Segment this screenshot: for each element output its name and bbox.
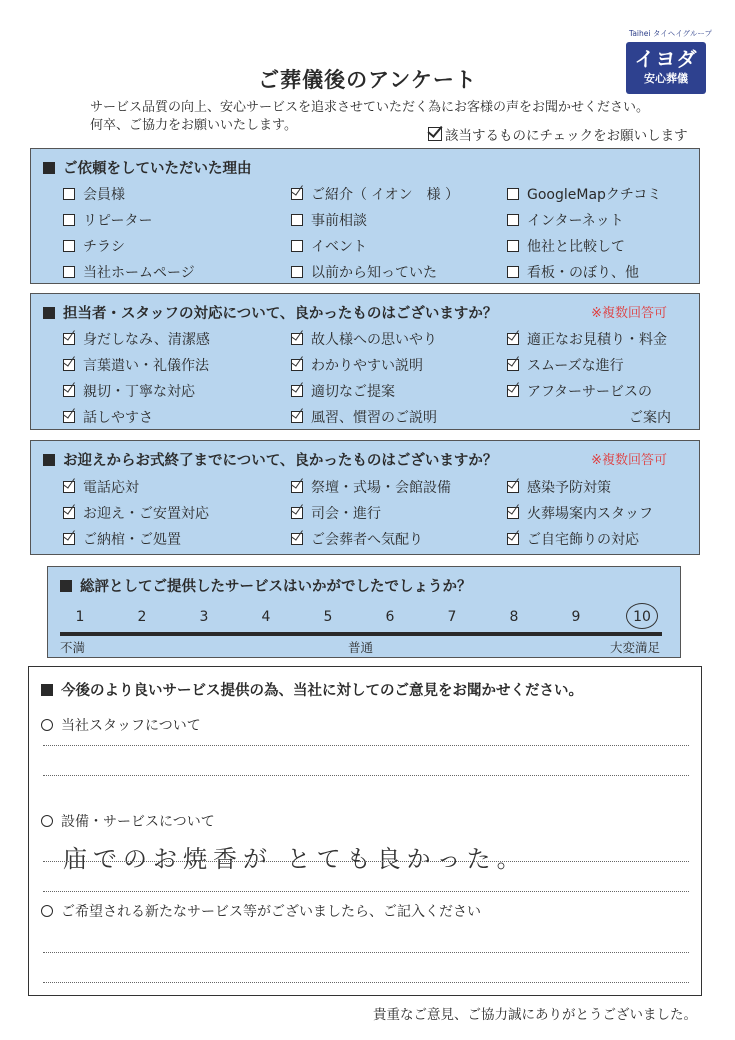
- checkbox[interactable]: [63, 385, 75, 397]
- logo-top-text: Taihei タイヘイグループ: [629, 29, 712, 38]
- intro-line-2: 何卒、ご協力をお願いいたします。: [90, 118, 297, 133]
- checkbox[interactable]: [291, 214, 303, 226]
- question-new-services: ご希望される新たなサービス等がございましたら、ご記入ください: [41, 901, 481, 921]
- checkbox[interactable]: [291, 188, 303, 200]
- option-phone[interactable]: 電話応対: [63, 477, 139, 497]
- section-ceremony: [30, 440, 700, 555]
- option-appearance[interactable]: 身だしなみ、清潔感: [63, 329, 210, 349]
- checkbox[interactable]: [507, 481, 519, 493]
- square-bullet-icon: [60, 580, 72, 592]
- option-after-service[interactable]: アフターサービスの: [507, 381, 652, 401]
- checkbox[interactable]: [63, 533, 75, 545]
- square-bullet-icon: [41, 684, 53, 696]
- checkbox[interactable]: [507, 240, 519, 252]
- option-home-decoration[interactable]: ご自宅飾りの対応: [507, 529, 639, 549]
- checkbox[interactable]: [63, 266, 75, 278]
- answer-line[interactable]: [43, 745, 689, 746]
- option-homepage[interactable]: 当社ホームページ: [63, 262, 195, 282]
- checkbox[interactable]: [291, 481, 303, 493]
- scale-line: [60, 632, 662, 636]
- option-internet[interactable]: インターネット: [507, 210, 624, 230]
- intro-line-1: サービス品質の向上、安心サービスを追求させていただく為にお客様の声をお聞かせください。: [90, 100, 650, 115]
- checkbox[interactable]: [63, 411, 75, 423]
- square-bullet-icon: [43, 454, 55, 466]
- square-bullet-icon: [43, 162, 55, 174]
- rating-1[interactable]: 1: [75, 609, 85, 625]
- question-facilities: 設備・サービスについて: [41, 811, 215, 831]
- scale-mid-label: 普通: [348, 640, 374, 655]
- checkbox[interactable]: [291, 359, 303, 371]
- answer-line[interactable]: [43, 861, 689, 862]
- rating-10[interactable]: 10: [633, 609, 651, 625]
- scale-low-label: 不満: [60, 640, 86, 655]
- multiple-answers-note: ※複数回答可: [591, 453, 667, 468]
- answer-line[interactable]: [43, 982, 689, 983]
- handwritten-referrer: イオン: [371, 187, 413, 203]
- checkbox[interactable]: [507, 188, 519, 200]
- check-note-text: 該当するものにチェックをお願いします: [445, 128, 688, 144]
- option-crematorium-staff[interactable]: 火葬場案内スタッフ: [507, 503, 653, 523]
- checkbox[interactable]: [291, 533, 303, 545]
- checkbox[interactable]: [507, 507, 519, 519]
- option-kindness[interactable]: 親切・丁寧な対応: [63, 381, 195, 401]
- section-title: お迎えからお式終了までについて、良かったものはございますか？: [43, 449, 497, 470]
- option-pickup[interactable]: お迎え・ご安置対応: [63, 503, 209, 523]
- handwritten-answer: 庙でのお焼香が とても良かった。: [63, 845, 527, 873]
- option-compassion[interactable]: 故人様への思いやり: [291, 329, 437, 349]
- option-proposals[interactable]: 適切なご提案: [291, 381, 395, 401]
- section-staff-response: [30, 293, 700, 430]
- square-bullet-icon: [43, 307, 55, 319]
- option-clear-explanation[interactable]: わかりやすい説明: [291, 355, 423, 375]
- section-comments: [28, 666, 702, 996]
- option-manners[interactable]: 言葉遣い・礼儀作法: [63, 355, 209, 375]
- section-title: 総評としてご提供したサービスはいかがでしたでしょうか？: [60, 575, 472, 596]
- checkbox[interactable]: [63, 507, 75, 519]
- checkbox[interactable]: [507, 533, 519, 545]
- checkbox[interactable]: [291, 507, 303, 519]
- rating-3[interactable]: 3: [199, 609, 209, 625]
- option-mc[interactable]: 司会・進行: [291, 503, 381, 523]
- option-pre-consultation[interactable]: 事前相談: [291, 210, 367, 230]
- logo-sub: 安心葬儀: [644, 72, 688, 85]
- checkbox[interactable]: [291, 240, 303, 252]
- section-title: 担当者・スタッフの対応について、良かったものはございますか？: [43, 302, 497, 323]
- rating-2[interactable]: 2: [137, 609, 147, 625]
- option-encoffin[interactable]: ご納棺・ご処置: [63, 529, 181, 549]
- circle-bullet-icon: [41, 815, 53, 827]
- checkbox[interactable]: [507, 385, 519, 397]
- option-known-before[interactable]: 以前から知っていた: [291, 262, 437, 282]
- section-title: ご依頼をしていただいた理由: [43, 157, 252, 178]
- option-repeater[interactable]: リピーター: [63, 210, 152, 230]
- thanks-message: 貴重なご意見、ご協力誠にありがとうございました。: [373, 1007, 697, 1023]
- answer-line[interactable]: [43, 891, 689, 892]
- checkbox[interactable]: [291, 333, 303, 345]
- checkbox[interactable]: [63, 214, 75, 226]
- option-referral[interactable]: ご紹介（ イオン 様 ）: [291, 184, 459, 204]
- checkbox[interactable]: [291, 411, 303, 423]
- rating-scale: [48, 605, 682, 655]
- logo-brand: イヨダ: [634, 47, 698, 71]
- checkmark-icon: [428, 127, 442, 141]
- checkbox[interactable]: [507, 359, 519, 371]
- multiple-answers-note: ※複数回答可: [591, 306, 667, 321]
- rating-9[interactable]: 9: [571, 609, 581, 625]
- check-note: [428, 124, 688, 144]
- checkbox[interactable]: [63, 481, 75, 493]
- checkbox[interactable]: [507, 214, 519, 226]
- checkbox[interactable]: [291, 266, 303, 278]
- option-altar[interactable]: 祭壇・式場・会館設備: [291, 477, 451, 497]
- option-flyer[interactable]: チラシ: [63, 236, 125, 256]
- option-mourners[interactable]: ご会葬者へ気配り: [291, 529, 423, 549]
- rating-8[interactable]: 8: [509, 609, 519, 625]
- answer-line[interactable]: [43, 775, 689, 776]
- answer-line[interactable]: [43, 952, 689, 953]
- section-request-reason: [30, 148, 700, 284]
- option-easy-talk[interactable]: 話しやすさ: [63, 407, 153, 427]
- circle-bullet-icon: [41, 719, 53, 731]
- checkbox[interactable]: [507, 333, 519, 345]
- option-smooth-progress[interactable]: スムーズな進行: [507, 355, 624, 375]
- checkbox[interactable]: [63, 188, 75, 200]
- checkbox[interactable]: [63, 359, 75, 371]
- option-after-service-cont: ご案内: [629, 410, 671, 426]
- option-member[interactable]: 会員様: [63, 184, 125, 204]
- option-fair-estimate[interactable]: 適正なお見積り・料金: [507, 329, 667, 349]
- rating-4[interactable]: 4: [261, 609, 271, 625]
- checkbox[interactable]: [63, 333, 75, 345]
- option-infection[interactable]: 感染予防対策: [507, 477, 611, 497]
- option-compared[interactable]: 他社と比較して: [507, 236, 625, 256]
- page-title: ご葬儀後のアンケート: [258, 68, 477, 92]
- section-title: 今後のより良いサービス提供の為、当社に対してのご意見をお聞かせください。: [41, 679, 583, 700]
- rating-5[interactable]: 5: [323, 609, 333, 625]
- option-googlemap[interactable]: GoogleMapクチコミ: [507, 184, 661, 204]
- circle-bullet-icon: [41, 905, 53, 917]
- option-customs[interactable]: 風習、慣習のご説明: [291, 407, 437, 427]
- section-overall-rating: [47, 566, 681, 658]
- option-event[interactable]: イベント: [291, 236, 367, 256]
- scale-high-label: 大変満足: [610, 640, 661, 655]
- checkbox[interactable]: [291, 385, 303, 397]
- question-staff: 当社スタッフについて: [41, 715, 201, 735]
- rating-6[interactable]: 6: [385, 609, 395, 625]
- checkbox[interactable]: [63, 240, 75, 252]
- option-signboard[interactable]: 看板・のぼり、他: [507, 262, 639, 282]
- rating-7[interactable]: 7: [447, 609, 457, 625]
- checkbox[interactable]: [507, 266, 519, 278]
